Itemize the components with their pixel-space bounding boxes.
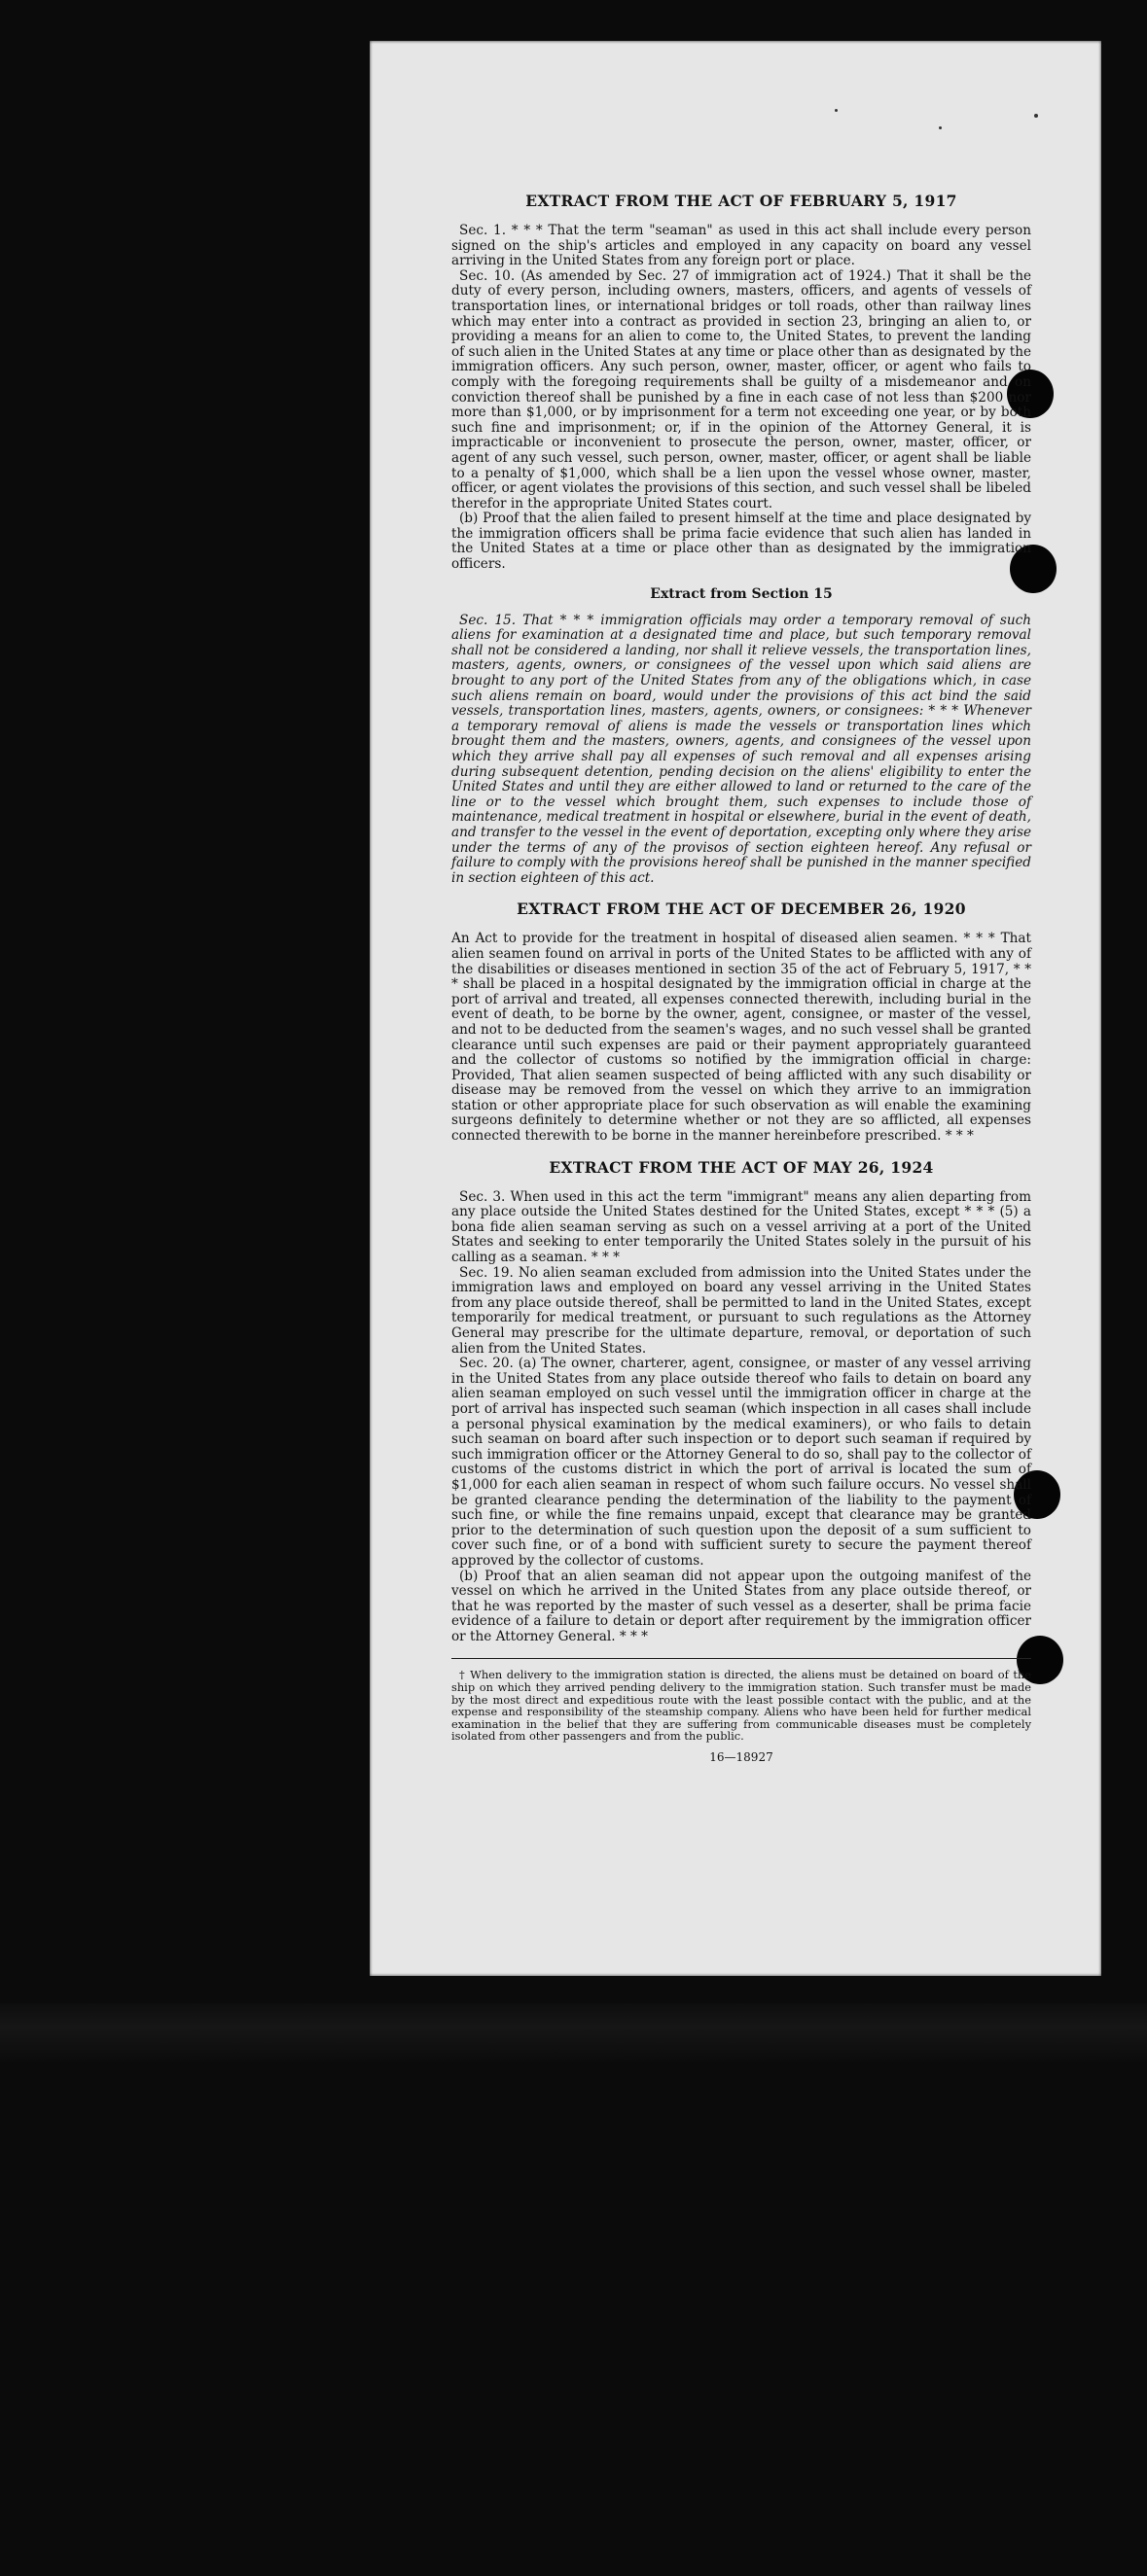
paragraph: (b) Proof that an alien seaman did not appear upon the outgoing manifest of the vessel on which he arrived in the United States from any place outside thereof, or that he was reported by the master of such vessel as a deserter, shall be prima facie evidence of a failure to detain or deport after requirement by the immigration officer or the Attorney General. * * * — [451, 1568, 1031, 1644]
section-heading: EXTRACT FROM THE ACT OF MAY 26, 1924 — [549, 1157, 934, 1177]
dust-speck — [1034, 114, 1038, 118]
subsection-heading: Extract from Section 15 — [650, 585, 833, 602]
paragraph: Sec. 1. * * * That the term "seaman" as used in this act shall include every person signed on the ship's articles and employed in any capacity on board any vessel arriving in the United States from any foreign port or place. — [451, 223, 1031, 269]
paragraph: Sec. 19. No alien seaman excluded from admission into the United States under the immigration laws and employed on board any vessel arriving in the United States from any place outside thereof, shall be permitted to land in the United States, except temporarily for medical treatment, or pursuant to such regulations as the Attorney General may prescribe for the ultimate departure, removal, or deportation of such alien from the United States. — [451, 1264, 1031, 1357]
spacer — [451, 1145, 1031, 1158]
section-heading: EXTRACT FROM THE ACT OF FEBRUARY 5, 1917 — [525, 192, 957, 210]
footnote-divider — [451, 1658, 1031, 1659]
document-page — [370, 41, 1101, 1976]
paragraph: (b) Proof that the alien failed to present himself at the time and place designated by the immigration officers shall be prima facie evidence that such alien has landed in the United States at a time or place other than as designated by the immigration officers. — [451, 511, 1031, 573]
dust-speck — [835, 109, 838, 112]
spacer — [451, 886, 1031, 900]
scan-band — [0, 2003, 1147, 2062]
paragraph: Sec. 20. (a) The owner, charterer, agent, consignee, or master of any vessel arriving in the United States from any place outside thereof who fails to detain on board any alien seaman employed on such vessel until the immigration officer in charge at the port of arrival has inspected such seaman (which inspection in all cases shall include a personal physical examination by the medical examiners), or who fails to detain such seaman on board after such inspection or to deport such seaman if required by such immigration officer or the Attorney General to do so, shall pay to the collector of customs of the customs district in which the port of arrival is located the sum of $1,000 for each alien seaman in respect of whom such failure occurs. No vessel shall be granted clearance pending the determination of the liability to the payment of such fine, or while the fine remains unpaid, except that clearance may be granted prior to the determination of such question upon the deposit of a sum sufficient to cover such fine, or of a bond with sufficient surety to secure the payment thereof approved by the collector of customs. — [451, 1356, 1031, 1569]
paragraph: Sec. 3. When used in this act the term "immigrant" means any alien departing from any place outside the United States destined for the United States, except * * * (5) a bona fide alien seaman serving as such on a vessel arriving at a port of the United States and seeking to enter temporarily the United States solely in the pursuit of his calling as a seaman. * * * — [451, 1188, 1031, 1266]
document-content — [451, 192, 1031, 1764]
paragraph: Sec. 10. (As amended by Sec. 27 of immigration act of 1924.) That it shall be the duty of every person, including owners, masters, officers, and agents of vessels of transportation lines, or international bridges or toll roads, other than railway lines which may enter into a contract as provided in section 23, bringing an alien to, or providing a means for an alien to come to, the United States, to prevent the landing of such alien in the United States at any time or place other than as designated by the immigration officers. Any such person, owner, master, officer, or agent who fails to comply with the foregoing requirements shall be guilty of a misdemeanor and on conviction thereof shall be punished by a fine in each case of not less than $200 nor more than $1,000, or by imprisonment for a term not exceeding one year, or by both such fine and imprisonment; or, if in the opinion of the Attorney General, it is impracticable or inconvenient to prosecute the person, owner, master, officer, or agent of any such vessel, such person, owner, master, officer, or agent shall be liable to a penalty of $1,000, which shall be a lien upon the vessel whose owner, master, officer, or agent violates the provisions of this section, and such vessel shall be libeled therefor in the appropriate United States court. — [451, 267, 1031, 512]
page-number: 16—18927 — [709, 1750, 773, 1765]
dust-speck — [939, 126, 942, 129]
footnote: † When delivery to the immigration station is directed, the aliens must be detained on board of the ship on which they arrived pending delivery to the immigration station. Such transfer must be made by the most direct and expeditious route with the least possible contact with the public, and at the expense and responsibility of the steamship company. Aliens who have been held for further medical examination in the belief that they are suffering from communicable diseases must be completely isolated from other passengers and from the public. — [451, 1668, 1031, 1744]
section-heading: EXTRACT FROM THE ACT OF DECEMBER 26, 1920 — [517, 900, 966, 919]
paragraph: Sec. 15. That * * * immigration officials may order a temporary removal of such aliens for examination at a designated time and place, but such temporary removal shall not be considered a landing, nor shall it relieve vessels, the transportation lines, masters, agents, owners, or consignees of the vessel upon which said aliens are brought to any port of the United States from any of the obligations which, in case such aliens remain on board, would under the provisions of this act bind the said vessels, transportation lines, masters, agents, owners, or consignees: * * * Whenever a temporary removal of aliens is made the vessels or transportation lines which brought them and the masters, owners, agents, and consignees of the vessel upon which they arrive shall pay all expenses of such removal and all expenses arising during subsequent detention, pending decision on the aliens' eligibility to enter the United States and until they are either allowed to land or returned to the care of the line or to the vessel which brought them, such expenses to include those of maintenance, medical treatment in hospital or elsewhere, burial in the event of death, and transfer to the vessel in the event of deportation, excepting only where they arise under the terms of any of the provisos of section eighteen hereof. Any refusal or failure to comply with the provisions hereof shall be punished in the manner specified in section eighteen of this act. — [451, 612, 1031, 886]
paragraph: An Act to provide for the treatment in hospital of diseased alien seamen. * * * That alien seamen found on arrival in ports of the United States to be afflicted with any of the disabilities or diseases mentioned in section 35 of the act of February 5, 1917, * * * shall be placed in a hospital designated by the immigration official in charge at the port of arrival and treated, all expenses connected therewith, including burial in the event of death, to be borne by the owner, agent, consignee, or master of the vessel, and not to be deducted from the seamen's wages, and no such vessel shall be granted clearance until such expenses are paid or their payment appropriately guaranteed and the collector of customs so notified by the immigration official in charge: Provided, That alien seamen suspected of being afflicted with any such disability or disease may be removed from the vessel on which they arrive to an immigration station or other appropriate place for such observation as will enable the examining surgeons definitely to determine whether or not they are so afflicted, all expenses connected therewith to be borne in the manner hereinbefore prescribed. * * * — [451, 931, 1031, 1145]
